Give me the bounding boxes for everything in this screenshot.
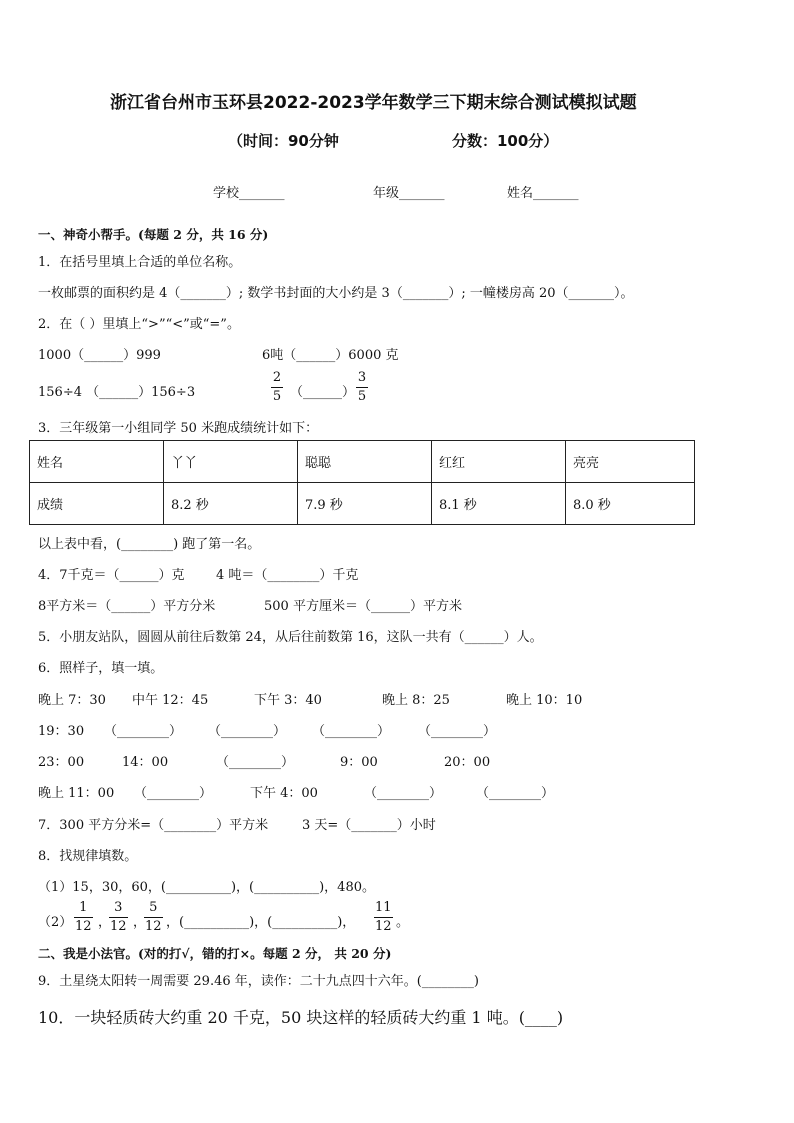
q6-cell: 晚上 8：25 bbox=[382, 693, 450, 708]
exam-score: 分数：100分） bbox=[452, 132, 559, 150]
q4-d: 500 平方厘米＝（______）平方米 bbox=[264, 599, 462, 614]
q2-d-blank: （______） bbox=[290, 385, 356, 400]
q4-c: 8平方米＝（______）平方分米 bbox=[38, 599, 216, 614]
fraction-bar bbox=[271, 387, 283, 388]
q6-cell: （________） bbox=[364, 786, 443, 801]
q4-a: 4．7千克＝（______）克 bbox=[38, 568, 185, 583]
page-title: 浙江省台州市玉环县2022-2023学年数学三下期末综合测试模拟试题 bbox=[110, 93, 637, 113]
table-row bbox=[30, 483, 695, 525]
q6-cell: （________） bbox=[208, 724, 287, 739]
q8-s2-prefix: （2） bbox=[38, 915, 73, 930]
q8-s2-end: 。 bbox=[396, 915, 410, 930]
results-table bbox=[29, 440, 695, 525]
q6-cell: 14：00 bbox=[122, 755, 169, 770]
q6-cell: 23：00 bbox=[38, 755, 85, 770]
q6-cell: 19：30 bbox=[38, 724, 85, 739]
q8-fraction-2 bbox=[109, 900, 128, 934]
q2-c: 156÷4 （______）156÷3 bbox=[38, 385, 196, 400]
q2-a: 1000（______）999 bbox=[38, 348, 161, 363]
q6-cell: 下午 4：00 bbox=[250, 786, 318, 801]
fraction-bar bbox=[74, 917, 93, 918]
q6-cell: 下午 3：40 bbox=[254, 693, 322, 708]
numerator: 3 bbox=[357, 370, 367, 385]
numerator: 11 bbox=[375, 900, 392, 915]
q2-stem: 2．在（ ）里填上“>”“<”或“=”。 bbox=[38, 317, 240, 332]
table-cell: 成绩 bbox=[30, 483, 164, 525]
q7-a: 7．300 平方分米=（________）平方米 bbox=[38, 818, 269, 833]
q8-fraction-3 bbox=[144, 900, 163, 934]
q8-fraction-1 bbox=[74, 900, 93, 934]
q8-stem: 8．找规律填数。 bbox=[38, 849, 138, 864]
q6-cell: （________） bbox=[418, 724, 497, 739]
school-field[interactable]: 学校_______ bbox=[213, 186, 285, 201]
denominator: 12 bbox=[145, 919, 162, 934]
q6-stem: 6．照样子，填一填。 bbox=[38, 661, 164, 676]
fraction-bar bbox=[356, 387, 368, 388]
table-cell: 8.1 秒 bbox=[432, 483, 566, 525]
name-field[interactable]: 姓名_______ bbox=[507, 186, 579, 201]
section-one-heading: 一、神奇小帮手。(每题 2 分，共 16 分) bbox=[38, 227, 269, 242]
table-cell: 丫丫 bbox=[164, 441, 298, 483]
q2-fraction-left bbox=[271, 370, 283, 404]
q6-cell: 晚上 11：00 bbox=[38, 786, 115, 801]
q2-fraction-right bbox=[356, 370, 368, 404]
denominator: 5 bbox=[272, 389, 282, 404]
numerator: 3 bbox=[114, 900, 123, 915]
q8-fraction-4 bbox=[374, 900, 393, 934]
q6-cell: （________） bbox=[104, 724, 183, 739]
q10: 10．一块轻质砖大约重 20 千克，50 块这样的轻质砖大约重 1 吨。(____) bbox=[38, 1008, 564, 1027]
fraction-bar bbox=[109, 917, 128, 918]
q3-after: 以上表中看，(________) 跑了第一名。 bbox=[38, 537, 261, 552]
table-cell: 亮亮 bbox=[566, 441, 695, 483]
comma: ， bbox=[133, 915, 147, 930]
q9: 9．土星绕太阳转一周需要 29.46 年，读作：二十九点四十六年。(________) bbox=[38, 974, 479, 989]
q6-cell: （________） bbox=[134, 786, 213, 801]
denominator: 12 bbox=[75, 919, 92, 934]
q6-cell: 晚上 10：10 bbox=[506, 693, 583, 708]
table-cell: 姓名 bbox=[30, 441, 164, 483]
table-cell: 8.2 秒 bbox=[164, 483, 298, 525]
q6-cell: （________） bbox=[216, 755, 295, 770]
table-cell: 聪聪 bbox=[298, 441, 432, 483]
table-row bbox=[30, 441, 695, 483]
fraction-bar bbox=[144, 917, 163, 918]
table-cell: 8.0 秒 bbox=[566, 483, 695, 525]
q1-line: 一枚邮票的面积约是 4（_______）; 数学书封面的大小约是 3（_______）; 一幢楼房高 20（_______）。 bbox=[38, 286, 634, 301]
numerator: 2 bbox=[272, 370, 282, 385]
exam-time: （时间：90分钟 bbox=[228, 132, 339, 150]
grade-field[interactable]: 年级_______ bbox=[373, 186, 445, 201]
q2-b: 6吨（______）6000 克 bbox=[262, 348, 399, 363]
q6-cell: 9：00 bbox=[340, 755, 378, 770]
q6-cell: （________） bbox=[312, 724, 391, 739]
q8-s2-blanks: ，(__________)，(__________)， bbox=[166, 915, 356, 930]
q4-b: 4 吨＝（________）千克 bbox=[216, 568, 359, 583]
fraction-bar bbox=[374, 917, 393, 918]
numerator: 5 bbox=[149, 900, 158, 915]
table-cell: 7.9 秒 bbox=[298, 483, 432, 525]
q6-cell: 中午 12：45 bbox=[132, 693, 209, 708]
q5: 5．小朋友站队，圆圆从前往后数第 24，从后往前数第 16，这队一共有（______）人。 bbox=[38, 630, 543, 645]
denominator: 12 bbox=[110, 919, 127, 934]
q3-stem: 3．三年级第一小组同学 50 米跑成绩统计如下： bbox=[38, 421, 319, 436]
table-cell: 红红 bbox=[432, 441, 566, 483]
denominator: 12 bbox=[375, 919, 392, 934]
q6-cell: （________） bbox=[476, 786, 555, 801]
q1-stem: 1．在括号里填上合适的单位名称。 bbox=[38, 255, 242, 270]
q7-b: 3 天=（_______）小时 bbox=[302, 818, 436, 833]
comma: ， bbox=[98, 915, 112, 930]
q6-cell: 20：00 bbox=[444, 755, 491, 770]
denominator: 5 bbox=[357, 389, 367, 404]
q6-cell: 晚上 7：30 bbox=[38, 693, 106, 708]
numerator: 1 bbox=[79, 900, 88, 915]
q8-s1: （1）15，30，60，(__________)，(__________)，480。 bbox=[38, 880, 375, 895]
section-two-heading: 二、我是小法官。(对的打√，错的打×。每题 2 分， 共 20 分) bbox=[38, 946, 392, 961]
